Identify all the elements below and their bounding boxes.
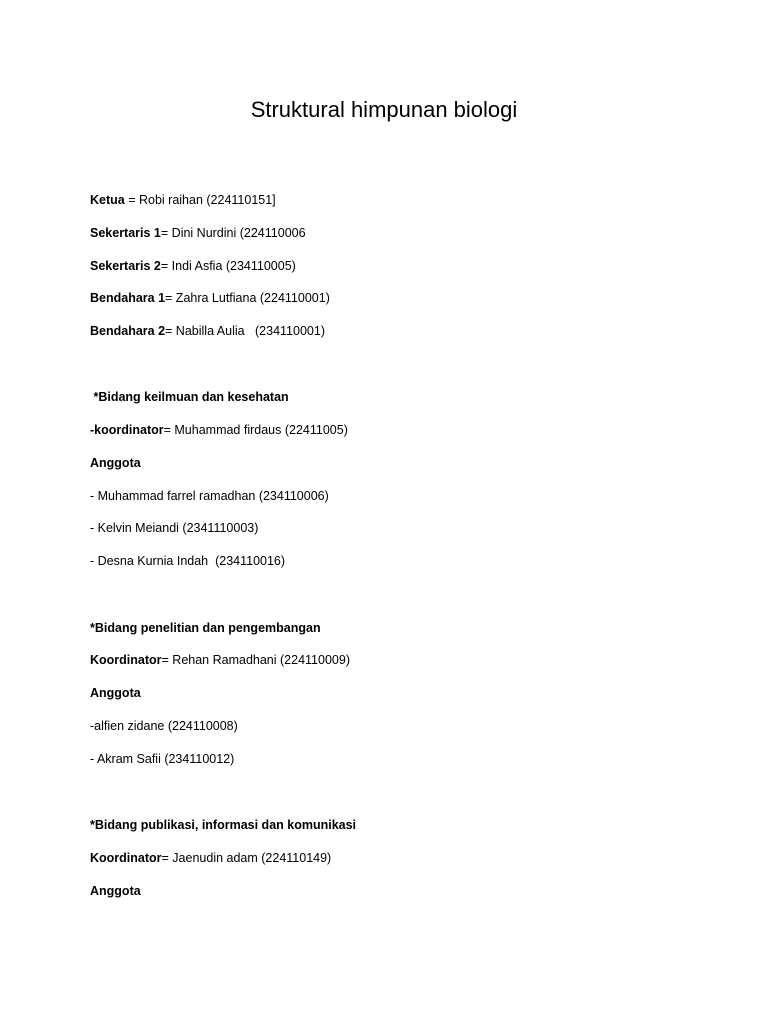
line-value: = Jaenudin adam (224110149) — [161, 851, 332, 865]
line-sekertaris-2 — [90, 258, 296, 274]
line-koordinator-keilmuan — [90, 422, 348, 438]
document-title: Struktural himpunan biologi — [250, 97, 518, 122]
line-label: Anggota — [90, 456, 141, 470]
member-item — [90, 718, 238, 734]
line-koordinator-penelitian — [90, 652, 350, 668]
section-heading-publikasi — [90, 817, 356, 833]
line-bendahara-1 — [90, 290, 330, 306]
line-label: Bendahara 1 — [90, 291, 166, 305]
line-label: Ketua — [90, 193, 125, 207]
line-value: = Muhammad firdaus (22411005) — [163, 423, 348, 437]
line-bendahara-2 — [90, 323, 325, 339]
section-heading-keilmuan — [90, 389, 289, 405]
line-koordinator-publikasi — [90, 850, 331, 866]
line-label: Sekertaris 1 — [90, 226, 161, 240]
section-heading-penelitian — [90, 620, 321, 636]
line-label: Koordinator — [90, 851, 162, 865]
member-item — [90, 520, 258, 536]
line-anggota-penelitian — [90, 685, 141, 701]
line-label: Koordinator — [90, 653, 162, 667]
line-label: Anggota — [90, 686, 141, 700]
line-value: = Zahra Lutfiana (224110001) — [165, 291, 330, 305]
line-value: - Kelvin Meiandi (2341110003) — [90, 521, 259, 535]
line-value: = Rehan Ramadhani (224110009) — [161, 653, 350, 667]
line-value: - Akram Safii (234110012) — [90, 752, 235, 766]
line-label: *Bidang keilmuan dan kesehatan — [90, 390, 289, 404]
line-label: *Bidang penelitian dan pengembangan — [90, 621, 321, 635]
line-anggota-keilmuan — [90, 455, 141, 471]
line-ketua — [90, 192, 276, 208]
line-label: -koordinator — [90, 423, 164, 437]
line-value: = Nabilla Aulia (234110001) — [165, 324, 325, 338]
line-label: Sekertaris 2 — [90, 259, 161, 273]
line-label: *Bidang publikasi, informasi dan komunikasi — [90, 818, 357, 832]
line-value: - Desna Kurnia Indah (234110016) — [90, 554, 286, 568]
line-value: = Robi raihan (224110151] — [124, 193, 276, 207]
line-anggota-publikasi — [90, 883, 141, 899]
line-sekertaris-1 — [90, 225, 306, 241]
member-item — [90, 488, 329, 504]
member-item — [90, 553, 285, 569]
line-value: = Indi Asfia (234110005) — [160, 259, 296, 273]
line-label: Bendahara 2 — [90, 324, 166, 338]
line-label: Anggota — [90, 884, 141, 898]
member-item — [90, 751, 234, 767]
line-value: - Muhammad farrel ramadhan (234110006) — [90, 489, 329, 503]
line-value: = Dini Nurdini (224110006 — [160, 226, 306, 240]
line-value: -alfien zidane (224110008) — [90, 719, 238, 733]
